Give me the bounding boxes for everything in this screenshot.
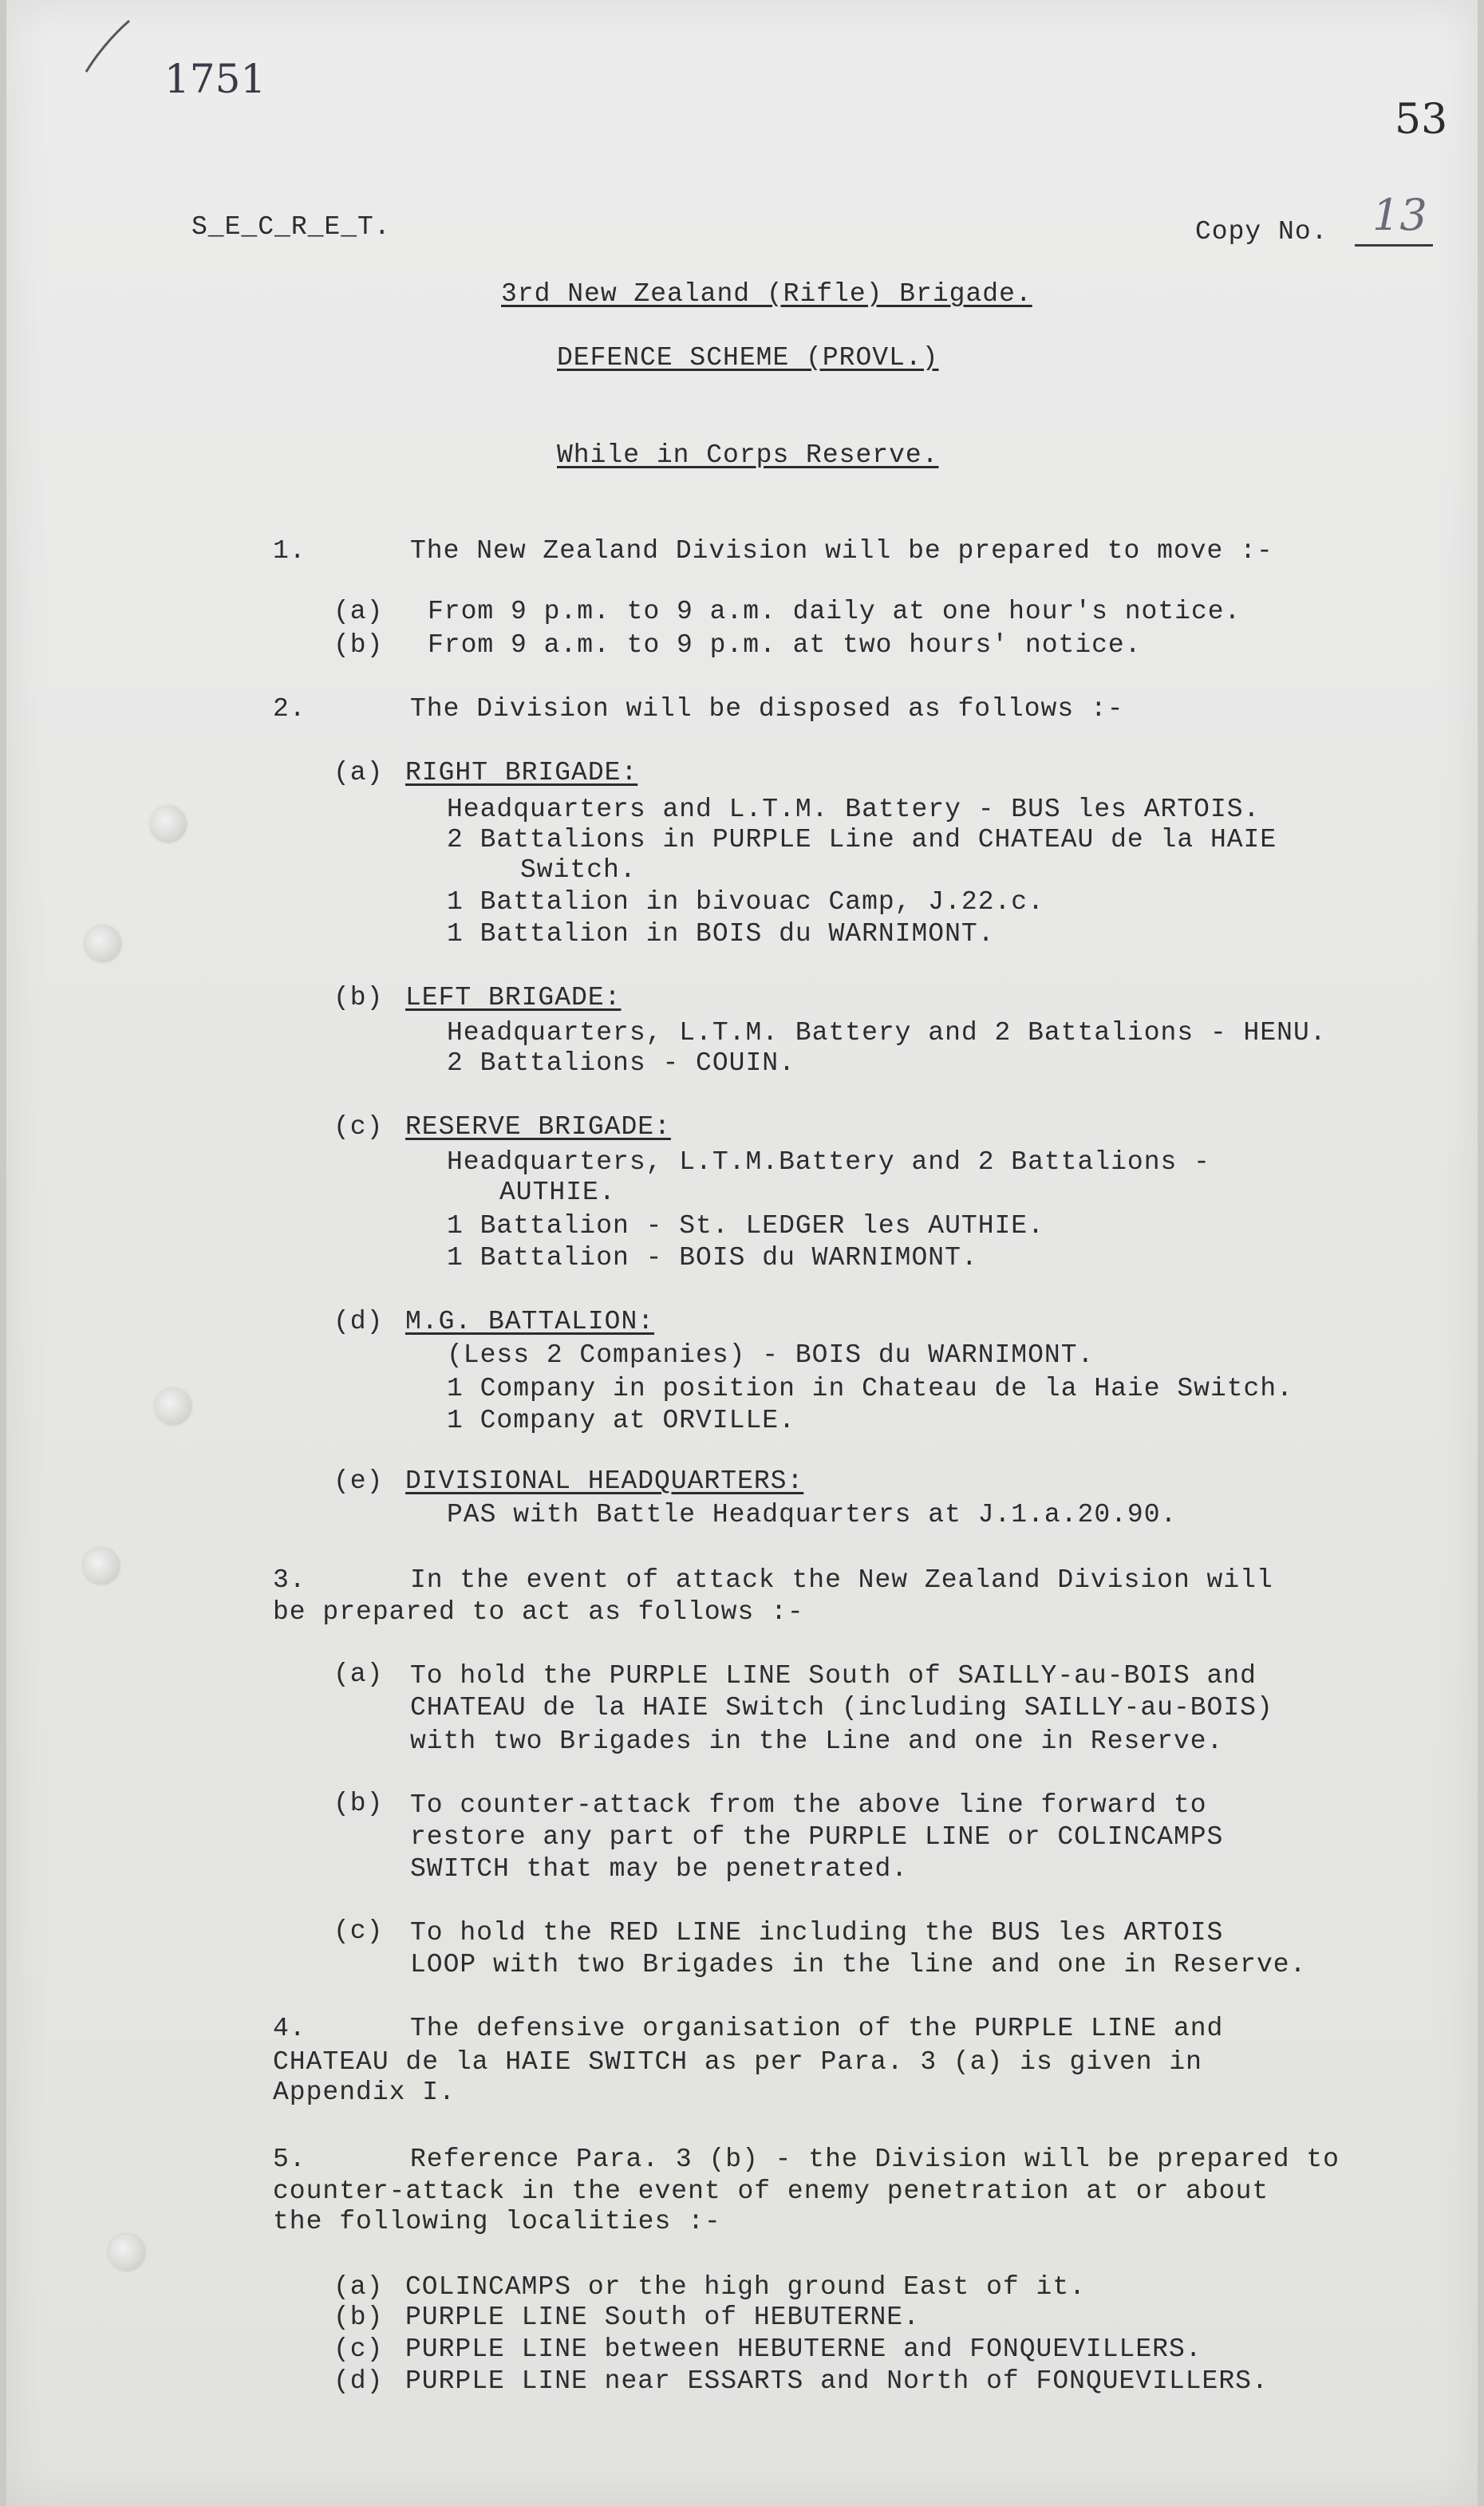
para3a-label: (a)	[334, 1659, 384, 1689]
para5-text: the following localities :-	[273, 2207, 721, 2236]
para1-item-label: (b)	[334, 630, 384, 660]
document-page	[6, 0, 1478, 2506]
para3b-label: (b)	[334, 1789, 384, 1818]
para2b-heading: LEFT BRIGADE:	[405, 983, 622, 1012]
para2d-line: 1 Company in position in Chateau de la Haie Switch.	[447, 1374, 1293, 1403]
para2a-line: 1 Battalion in BOIS du WARNIMONT.	[447, 919, 995, 949]
para2c-line: AUTHIE.	[499, 1178, 616, 1207]
para1-item-text: From 9 p.m. to 9 a.m. daily at one hour's notice.	[428, 597, 1241, 626]
para4-text: Appendix I.	[273, 2078, 456, 2107]
para2-text: The Division will be disposed as follows :-	[410, 694, 1124, 724]
para2b-line: 2 Battalions - COUIN.	[447, 1048, 795, 1078]
stamp-number: 1751	[164, 56, 266, 102]
para5-item-label: (b)	[334, 2303, 384, 2332]
para2d-line: 1 Company at ORVILLE.	[447, 1406, 795, 1435]
para2d-label: (d)	[334, 1307, 384, 1336]
copy-no-handwritten: 13	[1372, 190, 1427, 240]
para3b-line: To counter-attack from the above line forward to	[410, 1790, 1207, 1820]
para3-text: In the event of attack the New Zealand Division will	[410, 1565, 1273, 1595]
para2a-line: 2 Battalions in PURPLE Line and CHATEAU de la HAIE	[447, 825, 1277, 854]
copy-no-field	[1355, 244, 1433, 247]
binder-hole	[150, 806, 187, 843]
para5-item-text: COLINCAMPS or the high ground East of it.	[405, 2272, 1086, 2302]
para2c-heading: RESERVE BRIGADE:	[405, 1112, 671, 1142]
para2c-label: (c)	[334, 1112, 384, 1142]
para2b-line: Headquarters, L.T.M. Battery and 2 Battalions - HENU.	[447, 1018, 1327, 1048]
copy-no-label: Copy No.	[1195, 217, 1328, 247]
para4-text: CHATEAU de la HAIE SWITCH as per Para. 3 (a) is given in	[273, 2047, 1202, 2077]
para3c-label: (c)	[334, 1916, 384, 1946]
para2b-label: (b)	[334, 983, 384, 1012]
para5-text: counter-attack in the event of enemy penetration at or about	[273, 2176, 1269, 2206]
document-subtitle: While in Corps Reserve.	[557, 440, 939, 470]
para5-number: 5.	[273, 2145, 306, 2174]
binder-hole	[83, 1548, 120, 1585]
para2d-heading: M.G. BATTALION:	[405, 1307, 655, 1336]
para2e-label: (e)	[334, 1466, 384, 1496]
para3a-line: with two Brigades in the Line and one in Reserve.	[410, 1727, 1224, 1756]
para3b-line: SWITCH that may be penetrated.	[410, 1854, 909, 1884]
para3a-line: CHATEAU de la HAIE Switch (including SAILLY-au-BOIS)	[410, 1693, 1273, 1723]
para5-item-label: (a)	[334, 2272, 384, 2302]
para2c-line: 1 Battalion - St. LEDGER les AUTHIE.	[447, 1211, 1044, 1241]
para2d-line: (Less 2 Companies) - BOIS du WARNIMONT.	[447, 1340, 1095, 1370]
para2e-heading: DIVISIONAL HEADQUARTERS:	[405, 1466, 804, 1496]
para5-text: Reference Para. 3 (b) - the Division will be prepared to	[410, 2145, 1340, 2174]
binder-hole	[109, 2234, 145, 2271]
para4-number: 4.	[273, 2014, 306, 2043]
para2c-line: Headquarters, L.T.M.Battery and 2 Battalions -	[447, 1147, 1210, 1177]
page-number: 53	[1395, 96, 1448, 144]
para2a-heading: RIGHT BRIGADE:	[405, 758, 638, 787]
para5-item-text: PURPLE LINE near ESSARTS and North of FONQUEVILLERS.	[405, 2366, 1269, 2396]
para1-item-label: (a)	[334, 597, 384, 626]
para1-item-text: From 9 a.m. to 9 p.m. at two hours' notice.	[428, 630, 1142, 660]
para3c-line: LOOP with two Brigades in the line and one in Reserve.	[410, 1950, 1307, 1979]
para2a-line: 1 Battalion in bivouac Camp, J.22.c.	[447, 887, 1044, 917]
classification: S_E_C_R_E_T.	[191, 212, 391, 242]
para3a-line: To hold the PURPLE LINE South of SAILLY-au-BOIS and	[410, 1661, 1257, 1691]
para2-number: 2.	[273, 694, 306, 724]
para2a-line: Headquarters and L.T.M. Battery - BUS les ARTOIS.	[447, 795, 1261, 824]
para5-item-label: (d)	[334, 2366, 384, 2396]
para5-item-label: (c)	[334, 2334, 384, 2364]
para5-item-text: PURPLE LINE South of HEBUTERNE.	[405, 2303, 920, 2332]
para3c-line: To hold the RED LINE including the BUS les ARTOIS	[410, 1918, 1224, 1948]
para3-number: 3.	[273, 1565, 306, 1595]
para5-item-text: PURPLE LINE between HEBUTERNE and FONQUEVILLERS.	[405, 2334, 1202, 2364]
pencil-tick-mark	[80, 16, 136, 80]
para2a-line: Switch.	[520, 855, 637, 885]
para2a-label: (a)	[334, 758, 384, 787]
para3b-line: restore any part of the PURPLE LINE or COLINCAMPS	[410, 1822, 1224, 1852]
unit-title: 3rd New Zealand (Rifle) Brigade.	[501, 279, 1032, 309]
para1-text: The New Zealand Division will be prepared to move :-	[410, 536, 1273, 566]
binder-hole	[85, 925, 121, 962]
para1-number: 1.	[273, 536, 306, 566]
document-title: DEFENCE SCHEME (PROVL.)	[557, 343, 939, 373]
para2c-line: 1 Battalion - BOIS du WARNIMONT.	[447, 1243, 978, 1273]
para3-text: be prepared to act as follows :-	[273, 1597, 804, 1627]
para2e-line: PAS with Battle Headquarters at J.1.a.20.90.	[447, 1500, 1178, 1529]
binder-hole	[155, 1388, 191, 1425]
para4-text: The defensive organisation of the PURPLE LINE and	[410, 2014, 1224, 2043]
